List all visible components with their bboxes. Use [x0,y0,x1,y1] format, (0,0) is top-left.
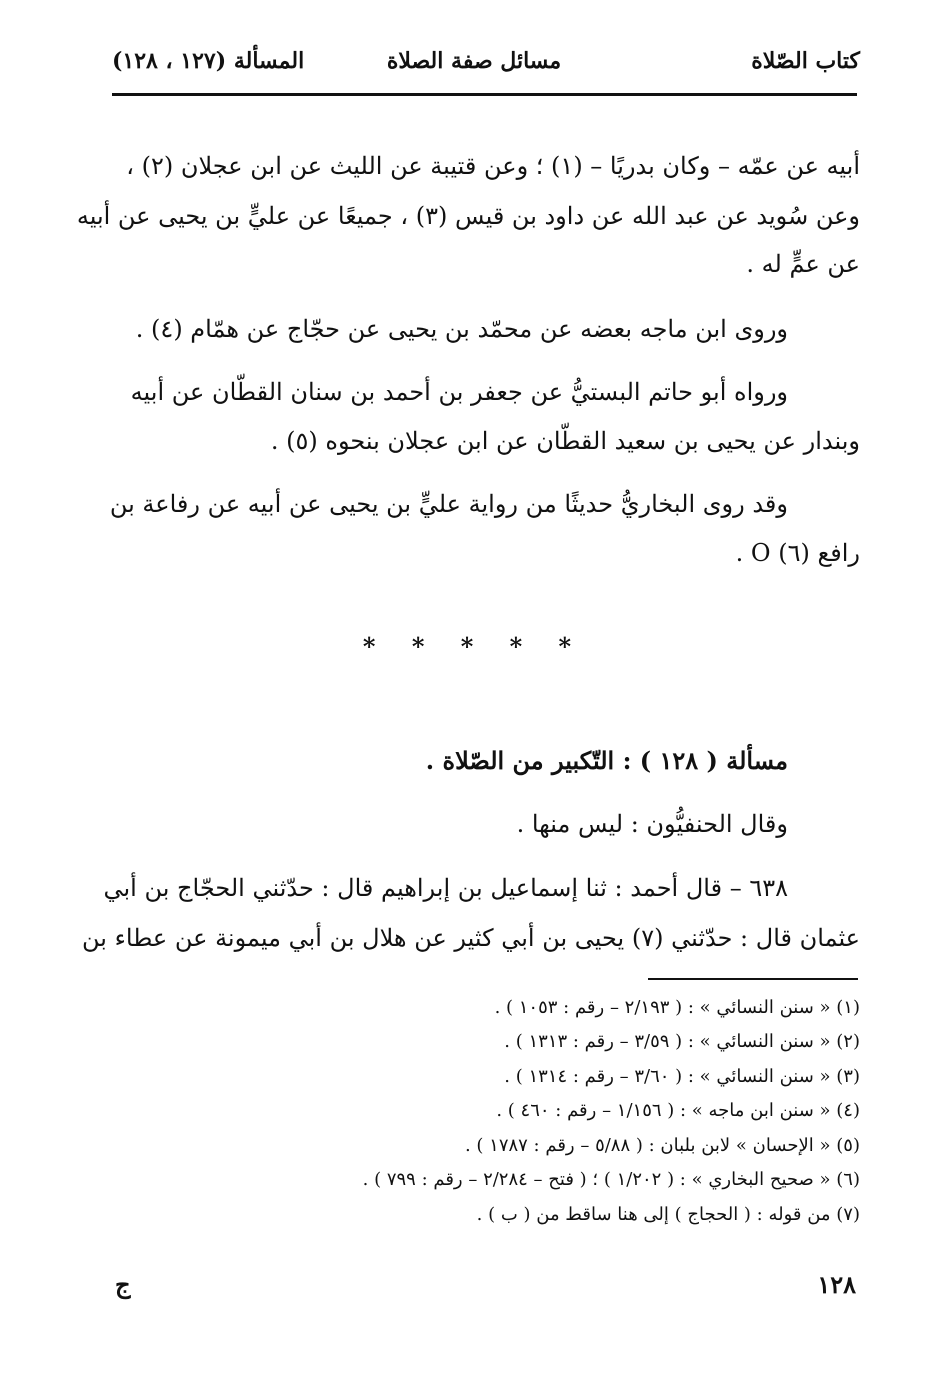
running-header-issue-range: المسألة (١٢٧ ، ١٢٨) [112,48,305,74]
issue-heading: مسألة ( ١٢٨ ) : التّكبير من الصّلاة . [425,746,788,775]
body-line: ورواه أبو حاتم البستيُّ عن جعفر بن أحمد بن سنان القطّان عن أبيه [130,378,788,406]
body-line: وقد روى البخاريُّ حديثًا من رواية عليٍّ بن يحيى عن أبيه عن رفاعة بن [109,490,788,518]
body-line: وبندار عن يحيى بن سعيد القطّان عن ابن عجلان بنحوه (٥) . [270,427,860,455]
running-header-book-title: كتاب الصّلاة [751,48,860,74]
footnote: (٤) « سنن ابن ماجه » : ( ١/١٥٦ – رقم : ٤٦٠ ) . [496,1100,860,1121]
footnote-rule [648,978,858,980]
running-header-section-title: مسائل صفة الصلاة [386,48,562,74]
body-line: عن عمٍّ له . [746,250,860,278]
footnote: (٥) « الإحسان » لابن بلبان : ( ٥/٨٨ – رقم : ١٧٨٧ ) . [464,1135,860,1156]
page-number: ١٢٨ [817,1270,856,1299]
body-line: وقال الحنفيُّون : ليس منها . [516,810,788,838]
footnote: (٧) من قوله : ( الحجاج ) إلى هنا ساقط من ( ب ) . [476,1204,860,1225]
footnote: (٦) « صحيح البخاري » : ( ١/٢٠٢ ) ؛ ( فتح – ٢/٢٨٤ – رقم : ٧٩٩ ) . [362,1169,860,1190]
body-line: وعن سُويد عن عبد الله عن داود بن قيس (٣) ، جميعًا عن عليٍّ بن يحيى عن أبيه [76,202,860,230]
header-rule [112,93,857,96]
hadith-line: ٦٣٨ – قال أحمد : ثنا إسماعيل بن إبراهيم قال : حدّثني الحجّاج بن أبي [103,874,788,902]
section-separator: * * * * * [362,632,586,661]
footnote: (٢) « سنن النسائي » : ( ٣/٥٩ – رقم : ١٣١٣ ) . [504,1031,860,1052]
footnote: (٣) « سنن النسائي » : ( ٣/٦٠ – رقم : ١٣١٤ ) . [504,1066,860,1087]
signature-mark: ج [115,1270,131,1299]
body-line: وروى ابن ماجه بعضه عن محمّد بن يحيى عن حجّاج عن همّام (٤) . [135,315,788,343]
hadith-line: عثمان قال : حدّثني (٧) يحيى بن أبي كثير عن هلال بن أبي ميمونة عن عطاء بن [82,924,860,952]
body-line: رافع (٦) O . [735,539,860,567]
footnote: (١) « سنن النسائي » : ( ٢/١٩٣ – رقم : ١٠٥٣ ) . [494,997,860,1018]
body-line: أبيه عن عمّه – وكان بدريًا – (١) ؛ وعن قتيبة عن الليث عن ابن عجلان (٢) ، [126,152,860,180]
